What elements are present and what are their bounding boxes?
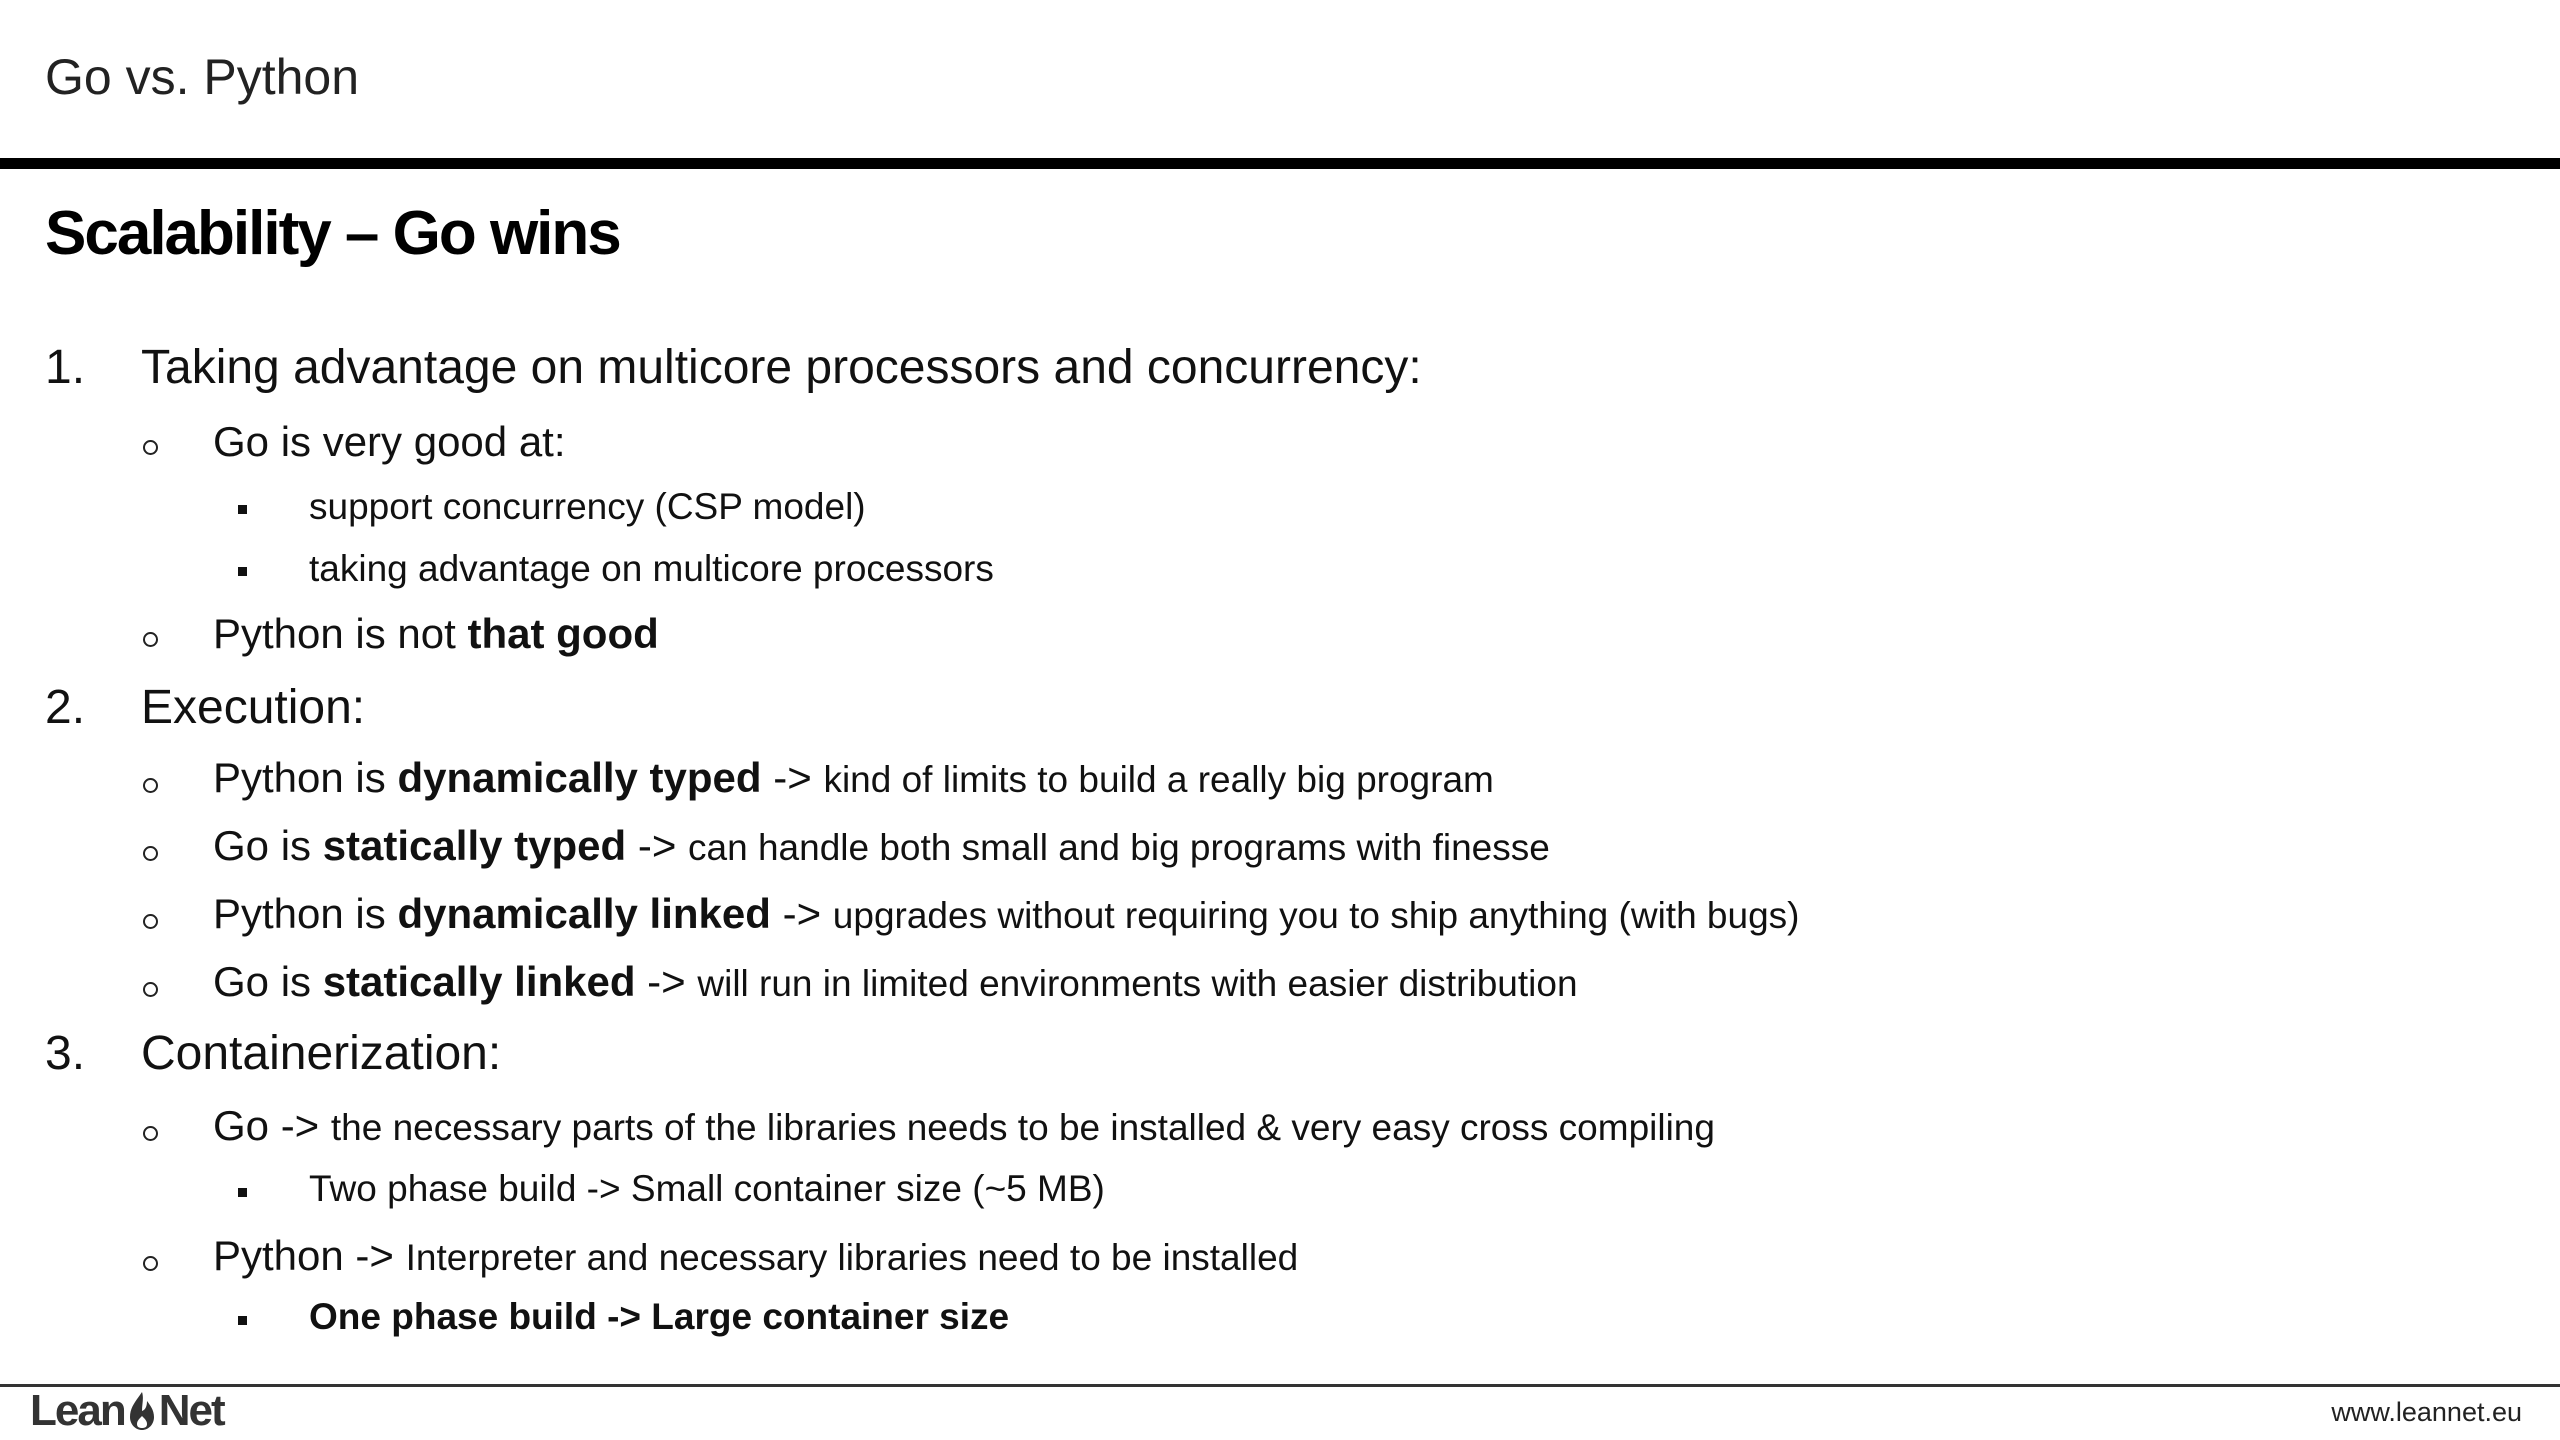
circle-bullet-icon bbox=[143, 1256, 158, 1271]
section-number: 3. bbox=[45, 1027, 86, 1080]
list-item: Go is statically linked -> will run in limited environments with easier distribution bbox=[213, 958, 1578, 1005]
square-bullet-icon bbox=[238, 567, 247, 576]
square-bullet-icon bbox=[238, 1188, 247, 1197]
section-title: Execution: bbox=[141, 681, 366, 734]
section-number: 1. bbox=[45, 341, 86, 394]
list-item: Go is very good at: bbox=[213, 418, 566, 465]
leannet-logo bbox=[30, 1386, 224, 1436]
sub-list-item: taking advantage on multicore processors bbox=[309, 548, 994, 589]
list-item: Go is statically typed -> can handle both small and big programs with finesse bbox=[213, 822, 1550, 869]
circle-bullet-icon bbox=[143, 440, 158, 455]
section-number: 2. bbox=[45, 681, 86, 734]
logo-text-right: Net bbox=[158, 1386, 224, 1435]
circle-bullet-icon bbox=[143, 1126, 158, 1141]
circle-bullet-icon bbox=[143, 982, 158, 997]
header-divider bbox=[0, 158, 2560, 169]
presentation-title: Go vs. Python bbox=[45, 49, 360, 105]
circle-bullet-icon bbox=[143, 846, 158, 861]
list-item: Python is dynamically linked -> upgrades without requiring you to ship anything (with bugs) bbox=[213, 890, 1800, 937]
circle-bullet-icon bbox=[143, 914, 158, 929]
circle-bullet-icon bbox=[143, 632, 158, 647]
list-item: Python is not that good bbox=[213, 610, 659, 657]
logo-text-left: Lean bbox=[30, 1386, 125, 1435]
footer-divider bbox=[0, 1384, 2560, 1387]
list-item: Python is dynamically typed -> kind of limits to build a really big program bbox=[213, 754, 1494, 801]
square-bullet-icon bbox=[238, 505, 247, 514]
sub-list-item: support concurrency (CSP model) bbox=[309, 486, 866, 527]
sub-list-item: One phase build -> Large container size bbox=[309, 1296, 1010, 1337]
list-item: Go -> the necessary parts of the libraries needs to be installed & very easy cross compiling bbox=[213, 1102, 1715, 1149]
list-item: Python -> Interpreter and necessary libraries need to be installed bbox=[213, 1232, 1299, 1279]
sub-list-item: Two phase build -> Small container size (~5 MB) bbox=[309, 1168, 1105, 1209]
website-url: www.leannet.eu bbox=[2331, 1397, 2522, 1427]
circle-bullet-icon bbox=[143, 778, 158, 793]
section-title: Containerization: bbox=[141, 1027, 502, 1080]
section-title: Taking advantage on multicore processors and concurrency: bbox=[141, 341, 1422, 394]
square-bullet-icon bbox=[238, 1316, 247, 1325]
slide-heading: Scalability – Go wins bbox=[45, 199, 620, 268]
flame-icon bbox=[127, 1390, 157, 1432]
